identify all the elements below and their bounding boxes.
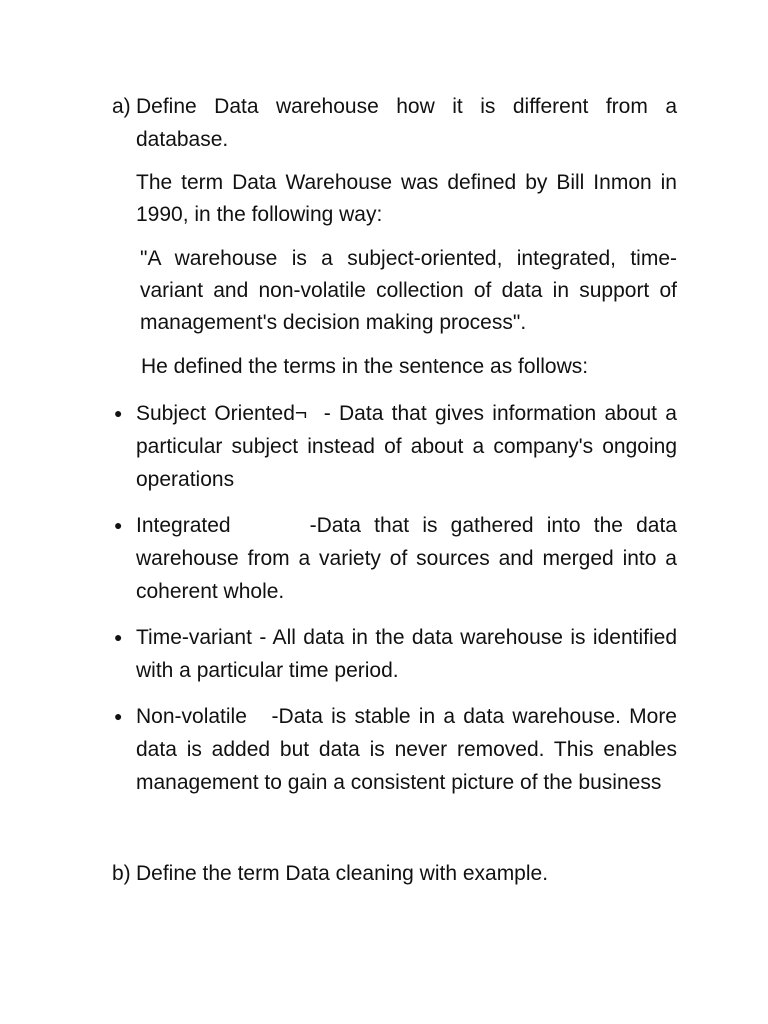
question-b [112, 857, 677, 890]
question-a-text: Define Data warehouse how it is different from a database. [136, 95, 677, 151]
question-a [112, 90, 677, 156]
list-item [112, 700, 683, 799]
paragraph-inmon-quote: "A warehouse is a subject-oriented, integrated, time-variant and non-volatile collection of data in support of management's decision making process". [140, 247, 677, 334]
list-item [112, 397, 713, 496]
list-item-text: Subject Oriented¬ - Data that gives information about a particular subject instead of about a company's ongoing operations [136, 402, 713, 491]
question-a-marker: a) [112, 95, 131, 118]
bullet-icon: ● [114, 517, 123, 533]
list-item-text: Time-variant - All data in the data warehouse is identified with a particular time period. [136, 626, 677, 682]
bullet-icon: ● [114, 708, 123, 724]
list-item-text: Integrated -Data that is gathered into the data warehouse from a variety of sources and merged into a coherent whole. [136, 514, 683, 603]
document-content [112, 90, 713, 890]
characteristics-list [112, 397, 713, 799]
question-b-marker: b) [112, 862, 131, 885]
paragraph-definition-intro: The term Data Warehouse was defined by Bill Inmon in 1990, in the following way: [136, 171, 677, 226]
bullet-icon: ● [114, 629, 123, 645]
list-item-text: Non-volatile -Data is stable in a data warehouse. More data is added but data is never removed. This enables management to gain a consistent picture of the business [136, 705, 683, 794]
bullet-icon: ● [114, 405, 123, 421]
list-item [112, 509, 683, 608]
list-item [112, 621, 677, 687]
question-b-text: Define the term Data cleaning with example. [136, 862, 549, 885]
paragraph-terms-intro: He defined the terms in the sentence as follows: [141, 355, 589, 378]
